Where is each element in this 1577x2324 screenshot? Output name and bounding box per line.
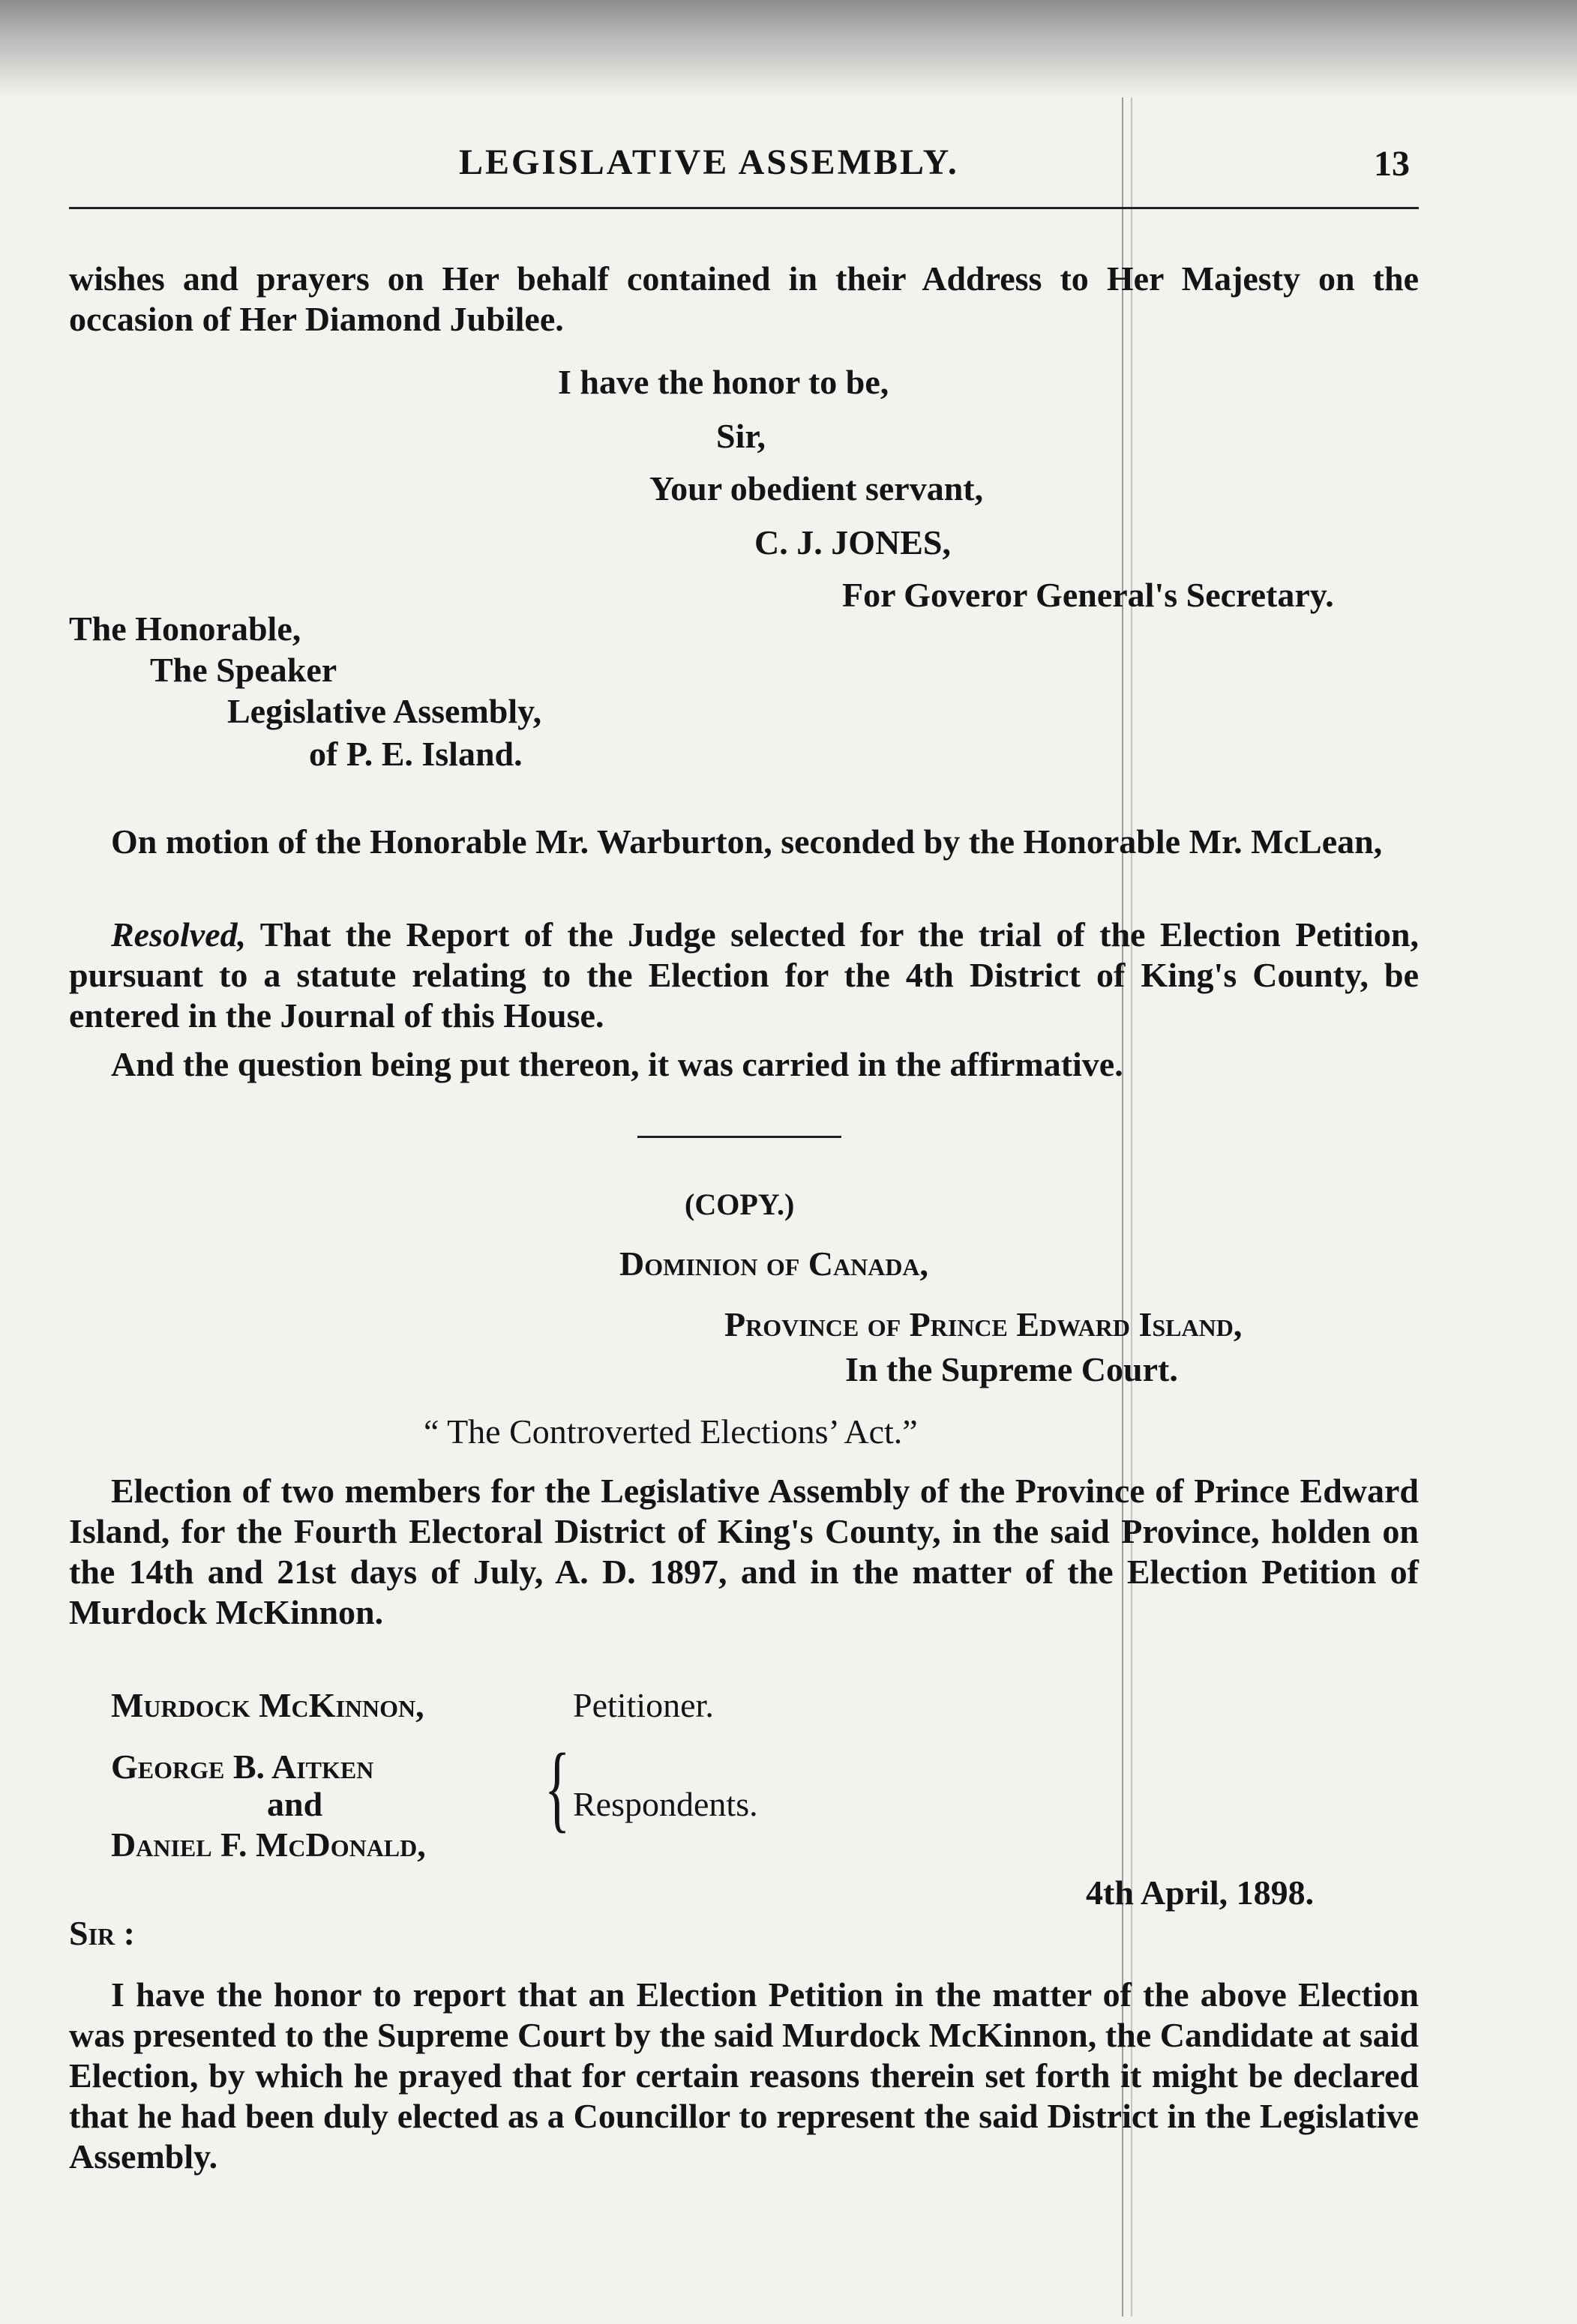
closing-line-servant: Your obedient servant, — [649, 469, 984, 508]
court-line: In the Supreme Court. — [845, 1350, 1178, 1388]
respondent-2: Daniel F. McDonald, — [111, 1825, 426, 1864]
respondents-role: Respondents. — [573, 1785, 758, 1823]
resolved-text: That the Report of the Judge selected for the trial of the Election Petition, pursuant to a statute relating to the Election for the 4th District of King's County, be entered in the Journal of this House. — [69, 915, 1419, 1035]
closing-line-sir: Sir, — [716, 417, 766, 455]
motion-paragraph: On motion of the Honorable Mr. Warburton, seconded by the Honorable Mr. McLean, — [111, 822, 1383, 861]
address-line-2: The Speaker — [150, 651, 337, 689]
act-title: “ The Controverted Elections’ Act.” — [424, 1412, 918, 1451]
address-line-4: of P. E. Island. — [309, 735, 523, 773]
scan-edge-shading — [0, 0, 1577, 97]
report-salutation: Sir : — [69, 1914, 135, 1952]
letter-continuation-paragraph: wishes and prayers on Her behalf contained in their Address to Her Majesty on the occasion of Her Diamond Jubilee. — [69, 259, 1419, 338]
section-divider — [637, 1136, 841, 1138]
page-number: 13 — [1374, 144, 1410, 184]
address-line-3: Legislative Assembly, — [227, 692, 542, 730]
signatory-title: For Goveror General's Secretary. — [842, 576, 1334, 614]
copy-label: (COPY.) — [685, 1187, 795, 1221]
respondent-and: and — [267, 1785, 323, 1823]
report-paragraph: I have the honor to report that an Election Petition in the matter of the above Election was presented to the Supreme Court by the said Murdock McKinnon, the Candidate at said Election, by which he prayed that for certain reasons therein set forth it might be declared that he had been duly elected as a Councillor to represent the said District in the Legislative Assembly. — [69, 1975, 1419, 2176]
dominion-line: Dominion of Canada, — [619, 1244, 929, 1283]
election-paragraph: Election of two members for the Legislative Assembly of the Province of Prince Edward Island, for the Fourth Electoral District of King's County, in the said Province, holden on the 14th and 21st days of July, A. D. 1897, and in the matter of the Election Petition of Murdock McKinnon. — [69, 1472, 1419, 1631]
respondent-1: George B. Aitken — [111, 1747, 374, 1786]
respondents-brace: { — [544, 1734, 571, 1842]
running-header-title: LEGISLATIVE ASSEMBLY. — [459, 142, 959, 182]
resolved-label: Resolved, — [111, 915, 247, 954]
province-line: Province of Prince Edward Island, — [724, 1305, 1243, 1343]
address-line-1: The Honorable, — [69, 609, 301, 648]
report-date: 4th April, 1898. — [1086, 1873, 1315, 1912]
header-rule — [69, 207, 1419, 209]
resolved-paragraph — [69, 915, 1419, 1036]
closing-line-honor: I have the honor to be, — [558, 363, 889, 401]
question-paragraph: And the question being put thereon, it was carried in the affirmative. — [111, 1045, 1123, 1083]
petitioner-name: Murdock McKinnon, — [111, 1686, 424, 1724]
signatory-name: C. J. JONES, — [754, 523, 951, 562]
petitioner-role: Petitioner. — [573, 1686, 714, 1724]
